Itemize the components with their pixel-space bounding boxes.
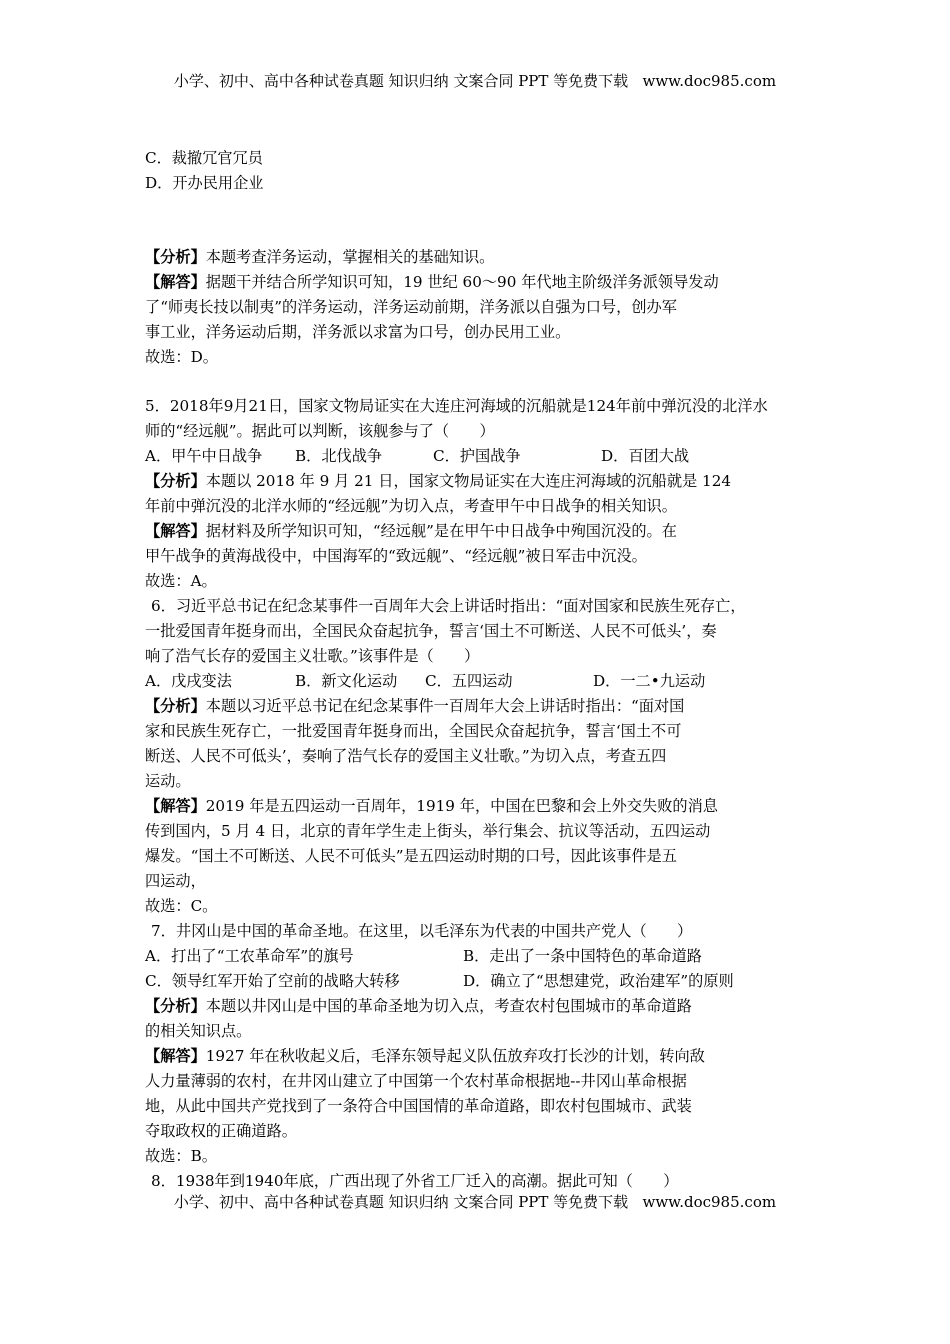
q6-answer [145,794,815,819]
q5-analysis-line: 年前中弹沉没的北洋水师的“经远舰”为切入点，考查甲午中日战争的相关知识。 [145,497,677,515]
analysis-text: 本题以习近平总书记在纪念某事件一百周年大会上讲话时指出：“面对国 [205,697,685,715]
analysis-tag: 【分析】 [145,697,206,715]
q7-option-a: A．打出了“工农革命军”的旗号 [145,947,354,965]
q6-option-b: B．新文化运动 [295,672,398,690]
page-footer: 小学、初中、高中各种试卷真题 知识归纳 文案合同 PPT 等免费下载 www.doc985.com [173,1193,777,1211]
q7-option-d: D．确立了“思想建党，政治建军”的原则 [463,972,734,990]
q5-option-c: C．护国战争 [433,447,521,465]
q6-analysis [145,694,815,719]
q7-analysis-line: 的相关知识点。 [145,1022,252,1040]
q5-stem: 5．2018年9月21日，国家文物局证实在大连庄河海域的沉船就是124年前中弹沉没的北洋水 [145,397,768,415]
q8-stem: 8．1938年到1940年底，广西出现了外省工厂迁入的高潮。据此可知（ ） [151,1172,679,1190]
analysis-text: 本题以 2018 年 9 月 21 日，国家文物局证实在大连庄河海域的沉船就是 124 [205,472,732,490]
q7-choice: 故选：B。 [145,1147,217,1165]
q5-answer-line: 甲午战争的黄海战役中，中国海军的“致远舰”、“经远舰”被日军击中沉没。 [145,547,647,565]
q4-option-d: D．开办民用企业 [145,174,264,192]
analysis-tag: 【分析】 [145,248,206,266]
q5-choice: 故选：A。 [145,572,217,590]
q7-option-c: C．领导红军开始了空前的战略大转移 [145,972,400,990]
q6-option-a: A．戊戌变法 [145,672,232,690]
answer-tag: 【解答】 [145,797,206,815]
answer-tag: 【解答】 [145,273,206,291]
q4-option-c: C．裁撤冗官冗员 [145,149,263,167]
q6-answer-line: 四运动， [145,872,206,890]
q6-answer-line: 传到国内，5 月 4 日，北京的青年学生走上街头，举行集会、抗议等活动，五四运动 [145,822,711,840]
q7-answer-line: 人力量薄弱的农村，在井冈山建立了中国第一个农村革命根据地--井冈山革命根据 [145,1072,687,1090]
q4-answer [145,270,815,295]
q6-option-c: C．五四运动 [425,672,513,690]
q6-stem: 6．习近平总书记在纪念某事件一百周年大会上讲话时指出：“面对国家和民族生死存亡， [151,597,746,615]
q6-choice: 故选：C。 [145,897,218,915]
q6-option-d: D．一二•九运动 [593,672,706,690]
q6-stem-line: 一批爱国青年挺身而出，全国民众奋起抗争，誓言‘国土不可断送、人民不可低头’，奏 [145,622,717,640]
analysis-text: 本题以井冈山是中国的革命圣地为切入点，考查农村包围城市的革命道路 [205,997,692,1015]
q4-answer-line: 事工业，洋务运动后期，洋务派以求富为口号，创办民用工业。 [145,323,571,341]
q5-option-b: B．北伐战争 [295,447,383,465]
q4-choice: 故选：D。 [145,348,218,366]
q4-analysis [145,245,815,270]
q5-stem-line: 师的“经远舰”。据此可以判断，该舰参与了（ ） [145,422,495,440]
q6-options [145,669,815,694]
q5-option-d: D．百团大战 [601,447,690,465]
answer-text: 2019 年是五四运动一百周年，1919 年，中国在巴黎和会上外交失败的消息 [205,797,718,815]
q7-answer-line: 地，从此中国共产党找到了一条符合中国国情的革命道路，即农村包围城市、武装 [145,1097,692,1115]
q7-analysis [145,994,815,1019]
q6-analysis-line: 断送、人民不可低头’，奏响了浩气长存的爱国主义壮歌。”为切入点，考查五四 [145,747,667,765]
q5-options [145,444,815,469]
q7-stem: 7．井冈山是中国的革命圣地。在这里，以毛泽东为代表的中国共产党人（ ） [151,922,693,940]
q7-answer-line: 夺取政权的正确道路。 [145,1122,297,1140]
q6-analysis-line: 家和民族生死存亡，一批爱国青年挺身而出，全国民众奋起抗争，誓言‘国土不可 [145,722,682,740]
q7-option-b: B．走出了一条中国特色的革命道路 [463,947,702,965]
answer-tag: 【解答】 [145,522,206,540]
q5-answer [145,519,815,544]
analysis-tag: 【分析】 [145,472,206,490]
answer-tag: 【解答】 [145,1047,206,1065]
analysis-tag: 【分析】 [145,997,206,1015]
q5-option-a: A．甲午中日战争 [145,447,263,465]
answer-text: 据题干并结合所学知识可知，19 世纪 60～90 年代地主阶级洋务派领导发动 [205,273,719,291]
q7-options-row1 [145,944,815,969]
q7-options-row2 [145,969,815,994]
page-content [145,146,815,1194]
q5-analysis [145,469,815,494]
answer-text: 1927 年在秋收起义后，毛泽东领导起义队伍放弃攻打长沙的计划，转向敌 [205,1047,705,1065]
answer-text: 据材料及所学知识可知，“经远舰”是在甲午中日战争中殉国沉没的。在 [205,522,677,540]
page-header: 小学、初中、高中各种试卷真题 知识归纳 文案合同 PPT 等免费下载 www.doc985.com [173,72,777,90]
q6-answer-line: 爆发。“国土不可断送、人民不可低头”是五四运动时期的口号，因此该事件是五 [145,847,677,865]
q4-answer-line: 了“师夷长技以制夷”的洋务运动，洋务运动前期，洋务派以自强为口号，创办军 [145,298,677,316]
q6-analysis-line: 运动。 [145,772,191,790]
q7-answer [145,1044,815,1069]
analysis-text: 本题考查洋务运动，掌握相关的基础知识。 [205,248,495,266]
q6-stem-line: 响了浩气长存的爱国主义壮歌。”该事件是（ ） [145,647,480,665]
